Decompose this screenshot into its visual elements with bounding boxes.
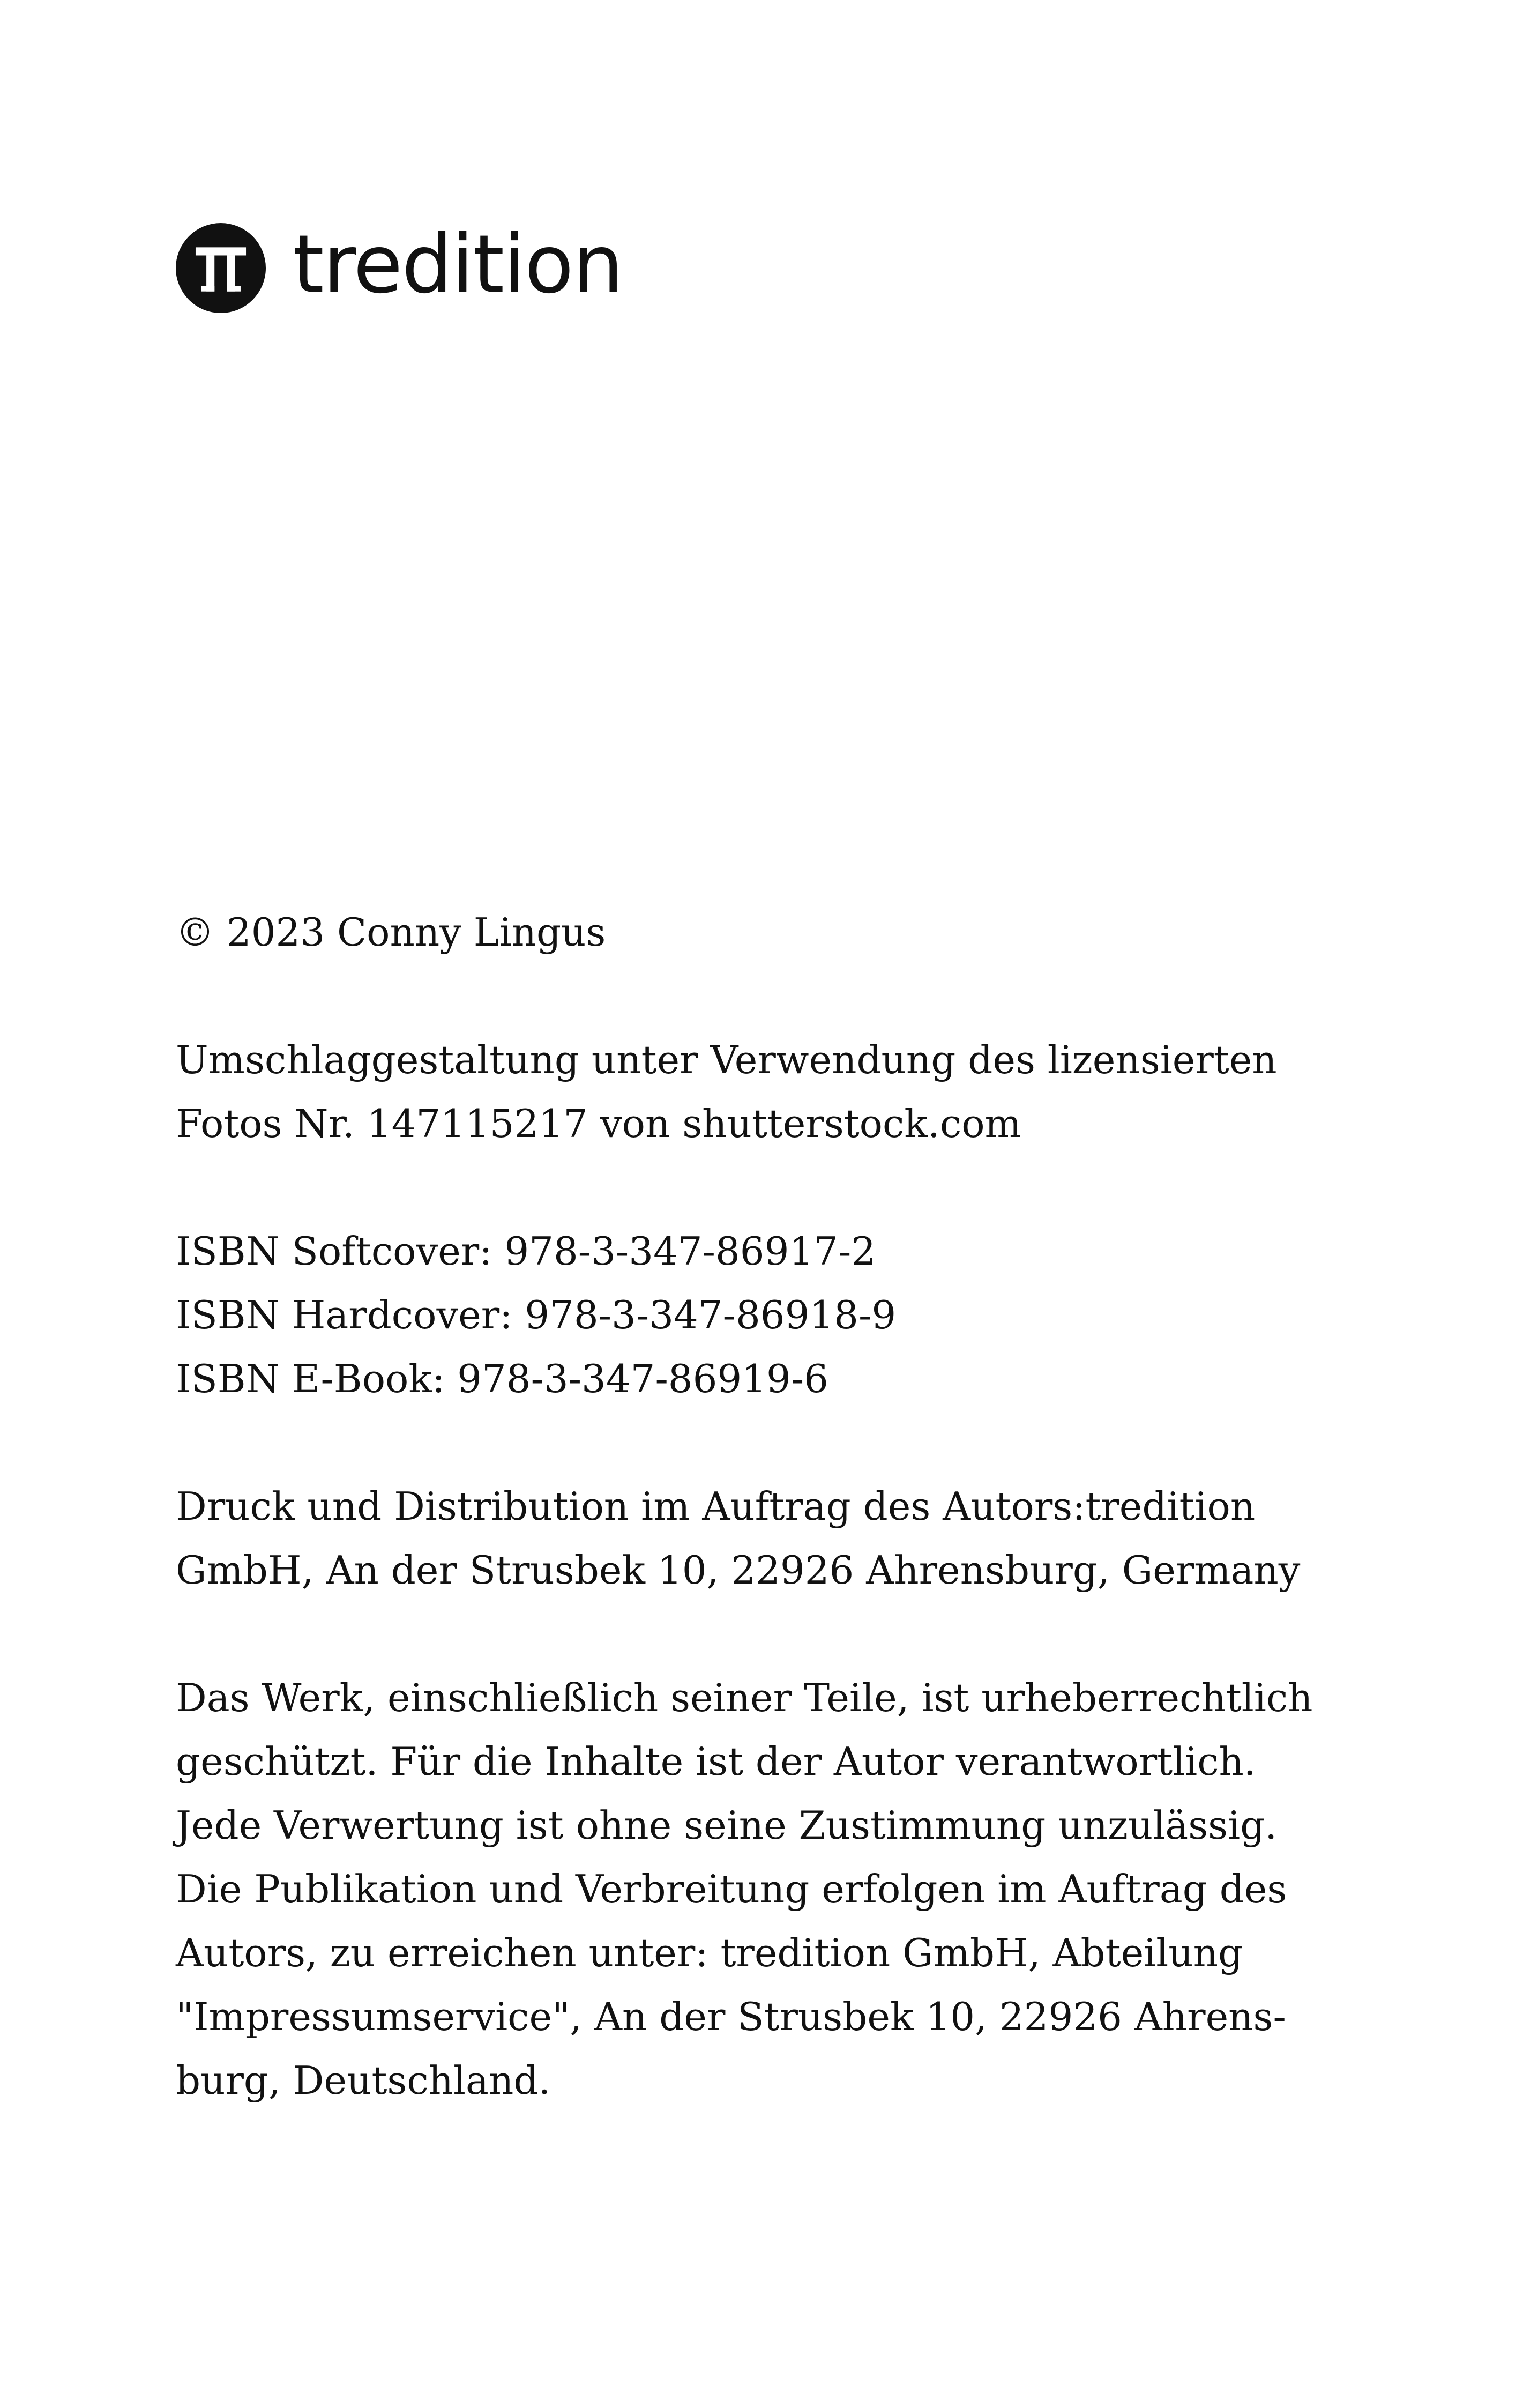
legal-line: Autors, zu erreichen unter: tredition GmbH, Abteilung	[176, 1930, 1243, 1975]
imprint-text	[176, 901, 1387, 2113]
cover-credit	[176, 1028, 1387, 1156]
isbn-softcover: ISBN Softcover: 978-3-347-86917-2	[176, 1229, 876, 1274]
distribution-line: GmbH, An der Strusbek 10, 22926 Ahrensburg, Germany	[176, 1548, 1301, 1593]
distribution-line: Druck und Distribution im Auftrag des Autors:tredition	[176, 1484, 1256, 1529]
logo-wordmark: tredition	[293, 218, 623, 311]
distribution-info	[176, 1475, 1387, 1602]
legal-line: geschützt. Für die Inhalte ist der Autor verantwortlich.	[176, 1739, 1256, 1784]
isbn-ebook: ISBN E-Book: 978-3-347-86919-6	[176, 1356, 828, 1401]
legal-line: burg, Deutschland.	[176, 2058, 551, 2103]
legal-line: Die Publikation und Verbreitung erfolgen im Auftrag des	[176, 1867, 1287, 1912]
legal-line: Das Werk, einschließlich seiner Teile, ist urheberrechtlich	[176, 1675, 1313, 1720]
legal-notice	[176, 1666, 1387, 2113]
legal-line: Jede Verwertung ist ohne seine Zustimmung unzulässig.	[176, 1803, 1278, 1848]
isbn-list	[176, 1220, 1387, 1411]
cover-credit-line: Fotos Nr. 147115217 von shutterstock.com	[176, 1101, 1021, 1146]
tredition-logo-icon	[176, 223, 266, 313]
legal-line: "Impressumservice", An der Strusbek 10, 22926 Ahrens-	[176, 1994, 1286, 2039]
copyright-line: © 2023 Conny Lingus	[176, 910, 606, 955]
cover-credit-line: Umschlaggestaltung unter Verwendung des lizensierten	[176, 1037, 1277, 1082]
publisher-logo	[176, 220, 623, 316]
copyright-notice	[176, 901, 1387, 964]
isbn-hardcover: ISBN Hardcover: 978-3-347-86918-9	[176, 1292, 897, 1337]
